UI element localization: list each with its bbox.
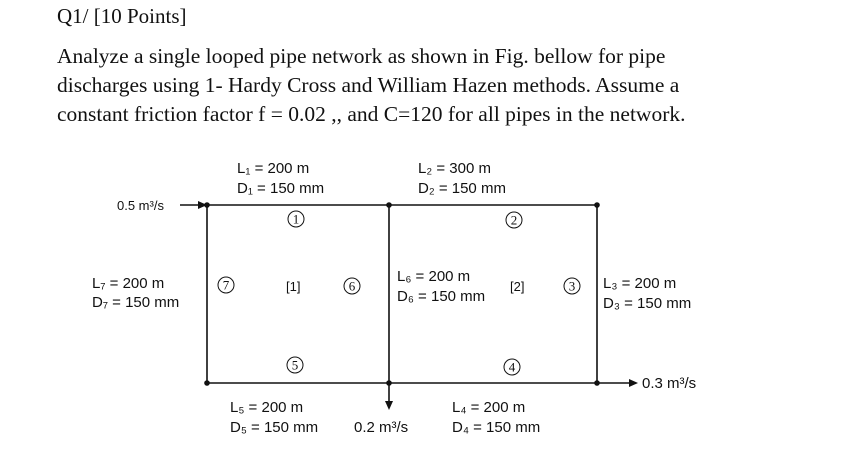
question-line-2: discharges using 1- Hardy Cross and William Hazen methods. Assume a <box>57 73 680 97</box>
loop-2-label: [2] <box>510 279 525 294</box>
pipe-2-length: L₂ = 300 m <box>418 160 491 177</box>
pipe-1-length: L₁ = 200 m <box>237 160 310 177</box>
pipe-7-number: 7 <box>222 277 230 293</box>
pipe-5-diameter: D₅ = 150 mm <box>230 419 319 436</box>
loop-1-label: [1] <box>286 279 301 294</box>
pipe-7-diameter: D₇ = 150 mm <box>92 294 180 311</box>
pipe-3-number: 3 <box>568 278 576 294</box>
junction-top-middle <box>386 202 392 208</box>
question-line-1: Analyze a single looped pipe network as shown in Fig. bellow for pipe <box>57 44 666 68</box>
outflow-right-label: 0.3 m³/s <box>642 375 697 392</box>
outflow-bottom-label: 0.2 m³/s <box>354 419 409 436</box>
inflow-label: 0.5 m³/s <box>117 198 164 213</box>
junction-bottom-left <box>204 380 210 386</box>
junction-top-right <box>594 202 600 208</box>
pipe-5-length: L₅ = 200 m <box>230 399 304 416</box>
pipe-4-length: L₄ = 200 m <box>452 399 526 416</box>
pipe-4-diameter: D₄ = 150 mm <box>452 419 541 436</box>
junction-top-left <box>204 202 210 208</box>
junction-bottom-middle <box>386 380 392 386</box>
pipe-2-diameter: D₂ = 150 mm <box>418 180 506 197</box>
pipe-6-number: 6 <box>348 278 356 294</box>
junction-bottom-right <box>594 380 600 386</box>
pipe-1-diameter: D₁ = 150 mm <box>237 180 325 197</box>
pipe-4-number: 4 <box>508 359 516 375</box>
pipe-5-number: 5 <box>291 357 299 373</box>
pipe-6-length: L₆ = 200 m <box>397 268 471 285</box>
pipe-6-diameter: D₆ = 150 mm <box>397 288 486 305</box>
question-line-3: constant friction factor f = 0.02 ,, and C=120 for all pipes in the network. <box>57 102 686 126</box>
pipe-1-number: 1 <box>292 211 300 227</box>
pipe-7-length: L₇ = 200 m <box>92 275 165 292</box>
pipe-3-diameter: D₃ = 150 mm <box>603 295 692 312</box>
question-title: Q1/ [10 Points] <box>57 4 187 28</box>
outflow-bottom-arrowhead <box>385 401 393 410</box>
pipe-3-length: L₃ = 200 m <box>603 275 677 292</box>
outflow-right-arrowhead <box>629 379 638 387</box>
pipe-2-number: 2 <box>510 212 518 228</box>
